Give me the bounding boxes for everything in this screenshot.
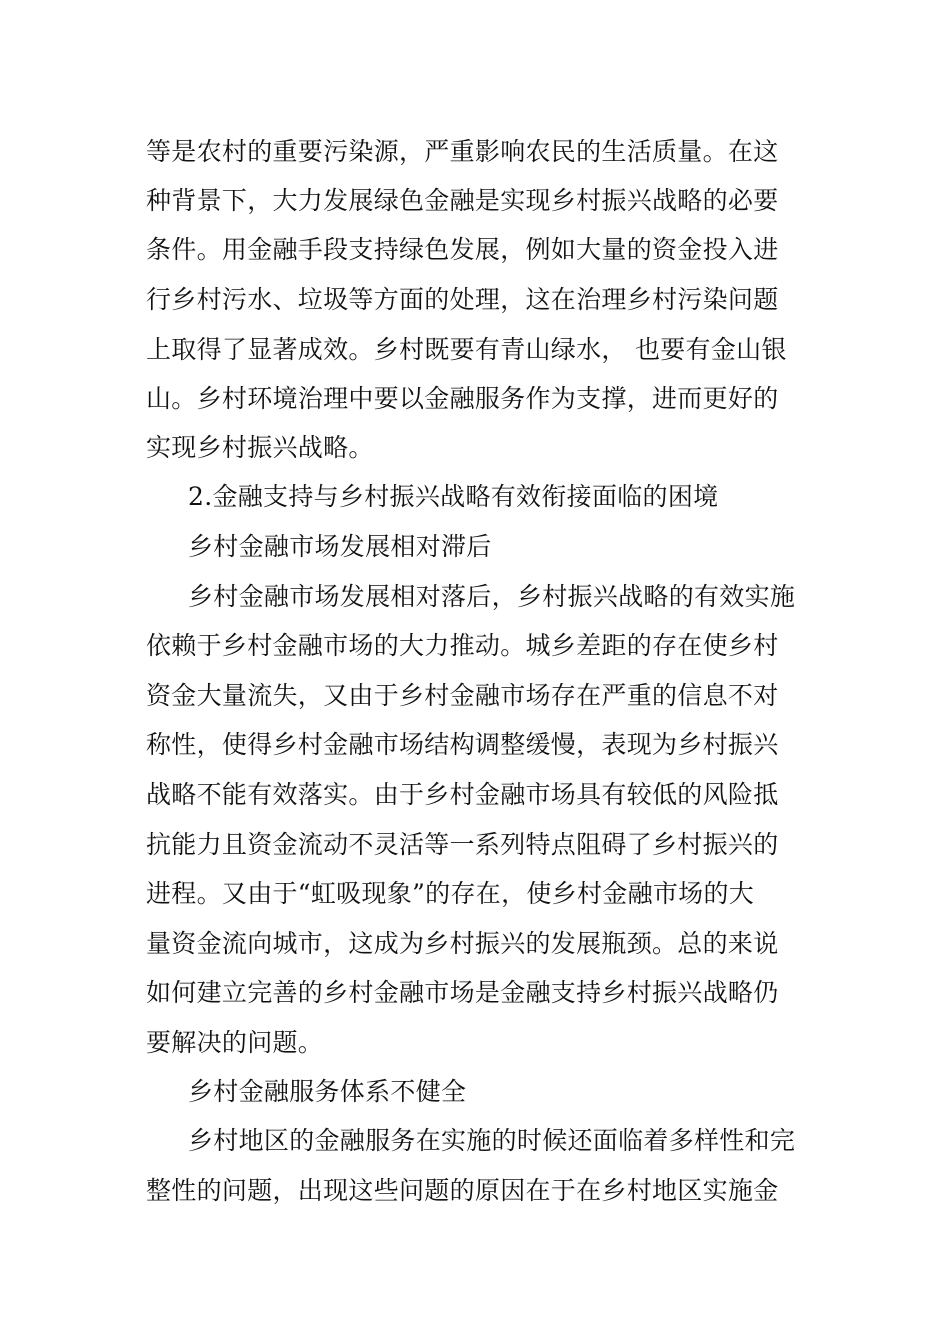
subsection-heading: 乡村金融市场发展相对滞后 [188,532,492,561]
body-text-line: 战略不能有效落实。由于乡村金融市场具有较低的风险抵 [146,780,779,809]
body-text-line: 条件。用金融手段支持绿色发展，例如大量的资金投入进 [146,235,779,264]
body-text-line: 山。乡村环境治理中要以金融服务作为支撑，进而更好的 [146,384,779,413]
body-text-line: 抗能力且资金流动不灵活等一系列特点阻碍了乡村振兴的 [146,830,779,859]
body-text-line: 量资金流向城市，这成为乡村振兴的发展瓶颈。总的来说 [146,929,779,958]
body-text-line: 行乡村污水、垃圾等方面的处理，这在治理乡村污染问题 [146,285,779,314]
body-text-line: 等是农村的重要污染源，严重影响农民的生活质量。在这 [146,137,779,166]
body-text-line: 上取得了显著成效。乡村既要有青山绿水， 也要有金山银 [146,335,787,364]
body-text-line: 资金大量流失，又由于乡村金融市场存在严重的信息不对 [146,681,779,710]
body-text-line: 如何建立完善的乡村金融市场是金融支持乡村振兴战略仍 [146,978,779,1007]
section-heading: 2.金融支持与乡村振兴战略有效衔接面临的困境 [188,482,719,511]
body-text-line: 依赖于乡村金融市场的大力推动。城乡差距的存在使乡村 [146,631,779,660]
body-text-line: 种背景下，大力发展绿色金融是实现乡村振兴战略的必要 [146,186,779,215]
subsection-heading: 乡村金融服务体系不健全 [188,1077,467,1106]
body-text-line: 整性的问题，出现这些问题的原因在于在乡村地区实施金 [146,1176,779,1205]
body-text-line: 进程。又由于“虹吸现象”的存在，使乡村金融市场的大 [146,879,755,908]
body-text-line: 称性，使得乡村金融市场结构调整缓慢，表现为乡村振兴 [146,730,779,759]
body-text-line: 乡村地区的金融服务在实施的时候还面临着多样性和完 [188,1126,796,1155]
body-text-line: 实现乡村振兴战略。 [146,433,374,462]
body-text-line: 乡村金融市场发展相对落后，乡村振兴战略的有效实施 [188,582,796,611]
body-text-line: 要解决的问题。 [146,1028,324,1057]
